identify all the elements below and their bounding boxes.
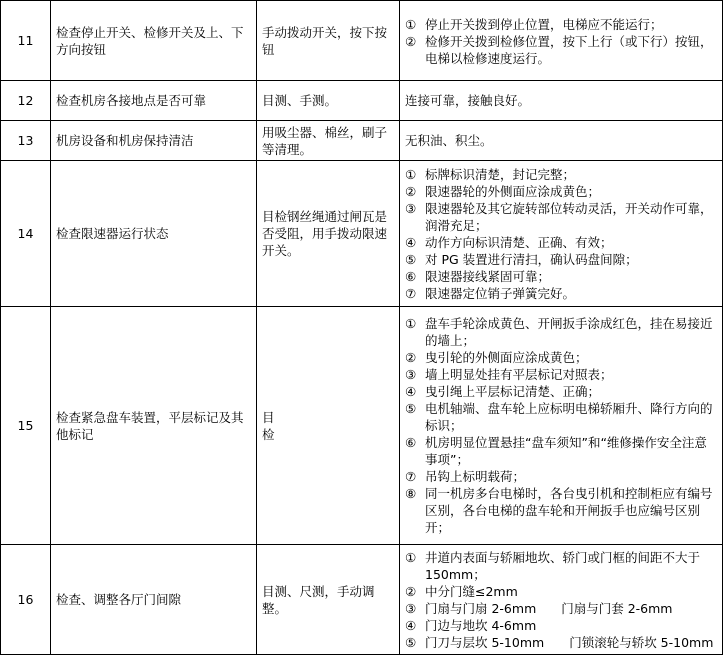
requirement-number: ④ [405,617,417,633]
requirement-line [405,383,717,400]
requirement-number: ③ [405,600,417,616]
requirement-text: 曳引绳上平层标记清楚、正确； [425,384,601,399]
requirement-number: ④ [405,384,417,399]
table-row [1,1,723,81]
row-number: 13 [1,121,51,161]
requirement-line [405,549,717,583]
requirement-text: 无积油、积尘。 [405,133,493,148]
check-item: 检查限速器运行状态 [51,161,257,307]
requirement-text: 限速器轮的外侧面应涂成黄色； [425,183,601,199]
requirement-text: 连接可靠，接触良好。 [405,93,531,108]
requirement-number: ① [405,17,417,32]
requirements-cell [400,161,723,307]
check-item: 检查、调整各厅门间隙 [51,545,257,655]
requirement-line [405,583,717,600]
requirement-number: ① [405,549,417,565]
requirement-line [405,468,717,485]
requirement-text: 井道内表面与轿厢地坎、轿门或门框的间距不大于 150mm； [425,549,701,582]
requirement-text: 对 PG 装置进行清扫，确认码盘间隙； [425,251,638,267]
requirement-line [405,166,717,183]
requirement-line [405,33,717,67]
requirement-number: ① [405,316,417,331]
requirement-text: 限速器接线紧固可靠； [425,268,551,284]
requirement-line [405,349,717,366]
requirement-line [405,315,717,349]
requirement-number: ⑧ [405,486,417,501]
requirement-text: 电机轴端、盘车轮上应标明电梯轿厢升、降行方向的标识； [425,401,713,433]
check-item: 机房设备和机房保持清洁 [51,121,257,161]
table-row [1,81,723,121]
requirement-text: 动作方向标识清楚、正确、有效； [425,234,613,250]
requirements-cell [400,121,723,161]
requirement-text: 限速器定位销子弹簧完好。 [425,285,576,301]
requirement-line [405,400,717,434]
requirement-text: 门刀与层坎 5-10mm 门锁滚轮与轿坎 5-10mm [425,634,714,650]
row-number: 11 [1,1,51,81]
requirement-line [405,485,717,536]
check-method: 目测、手测。 [257,81,400,121]
requirement-text: 中分门缝≤2mm [425,583,518,599]
requirement-number: ⑦ [405,469,417,484]
row-number: 15 [1,307,51,545]
requirement-number: ④ [405,234,417,250]
requirement-number: ⑤ [405,634,417,650]
row-number: 12 [1,81,51,121]
requirement-line [405,434,717,468]
requirements-cell [400,1,723,81]
requirement-text: 停止开关拨到停止位置，电梯应不能运行； [425,17,663,32]
table-row [1,545,723,655]
requirement-text: 门边与地坎 4-6mm [425,617,537,633]
requirement-number: ② [405,583,417,599]
requirement-text: 检修开关拨到检修位置，按下上行（或下行）按钮，电梯以检修速度运行。 [425,34,713,66]
requirement-line [405,366,717,383]
requirement-number: ⑤ [405,401,417,416]
requirement-text: 曳引轮的外侧面应涂成黄色； [425,350,588,365]
check-method: 目测、尺测，手动调整。 [257,545,400,655]
requirement-line [405,600,717,617]
check-method: 目检 [257,307,400,545]
requirement-line [405,16,717,33]
check-item: 检查机房各接地点是否可靠 [51,81,257,121]
requirements-cell [400,545,723,655]
row-number: 16 [1,545,51,655]
requirement-text: 同一机房多台电梯时，各台曳引机和控制柜应有编号区别，各台电梯的盘车轮和开闸扳手也应编号区别开； [425,486,713,535]
requirement-text: 盘车手轮涂成黄色、开闸扳手涂成红色，挂在易接近的墙上； [425,316,713,348]
check-item: 检查停止开关、检修开关及上、下方向按钮 [51,1,257,81]
requirement-line [405,285,717,302]
requirement-number: ⑦ [405,285,417,301]
requirement-number: ③ [405,367,417,382]
requirement-line [405,617,717,634]
requirement-number: ① [405,166,417,182]
requirement-text: 标牌标识清楚，封记完整； [425,166,576,182]
requirement-text: 门扇与门扇 2-6mm 门扇与门套 2-6mm [425,600,673,616]
requirement-line [405,251,717,268]
requirement-line [405,634,717,651]
table-row [1,161,723,307]
requirement-number: ② [405,350,417,365]
check-item: 检查紧急盘车装置，平层标记及其他标记 [51,307,257,545]
requirement-number: ⑥ [405,435,417,450]
requirements-cell [400,81,723,121]
table-row [1,121,723,161]
requirement-line [405,234,717,251]
requirement-line [405,183,717,200]
table-row [1,307,723,545]
requirement-number: ② [405,34,417,49]
requirement-number: ③ [405,200,417,216]
requirement-text: 墙上明显处挂有平层标记对照表； [425,367,613,382]
requirement-number: ⑤ [405,251,417,267]
requirements-cell [400,307,723,545]
requirement-text: 机房明显位置悬挂“盘车须知”和“维修操作安全注意事项”； [425,435,707,467]
requirement-text: 限速器轮及其它旋转部位转动灵活，开关动作可靠，润滑充足； [425,200,713,233]
check-method: 手动拨动开关，按下按钮 [257,1,400,81]
requirement-line [405,268,717,285]
requirement-line [405,200,717,234]
requirement-number: ⑥ [405,268,417,284]
check-method: 目检钢丝绳通过闸瓦是否受阻，用手拨动限速开关。 [257,161,400,307]
check-method: 用吸尘器、棉丝，刷子等清理。 [257,121,400,161]
row-number: 14 [1,161,51,307]
requirement-number: ② [405,183,417,199]
requirement-text: 吊钩上标明载荷； [425,469,526,484]
